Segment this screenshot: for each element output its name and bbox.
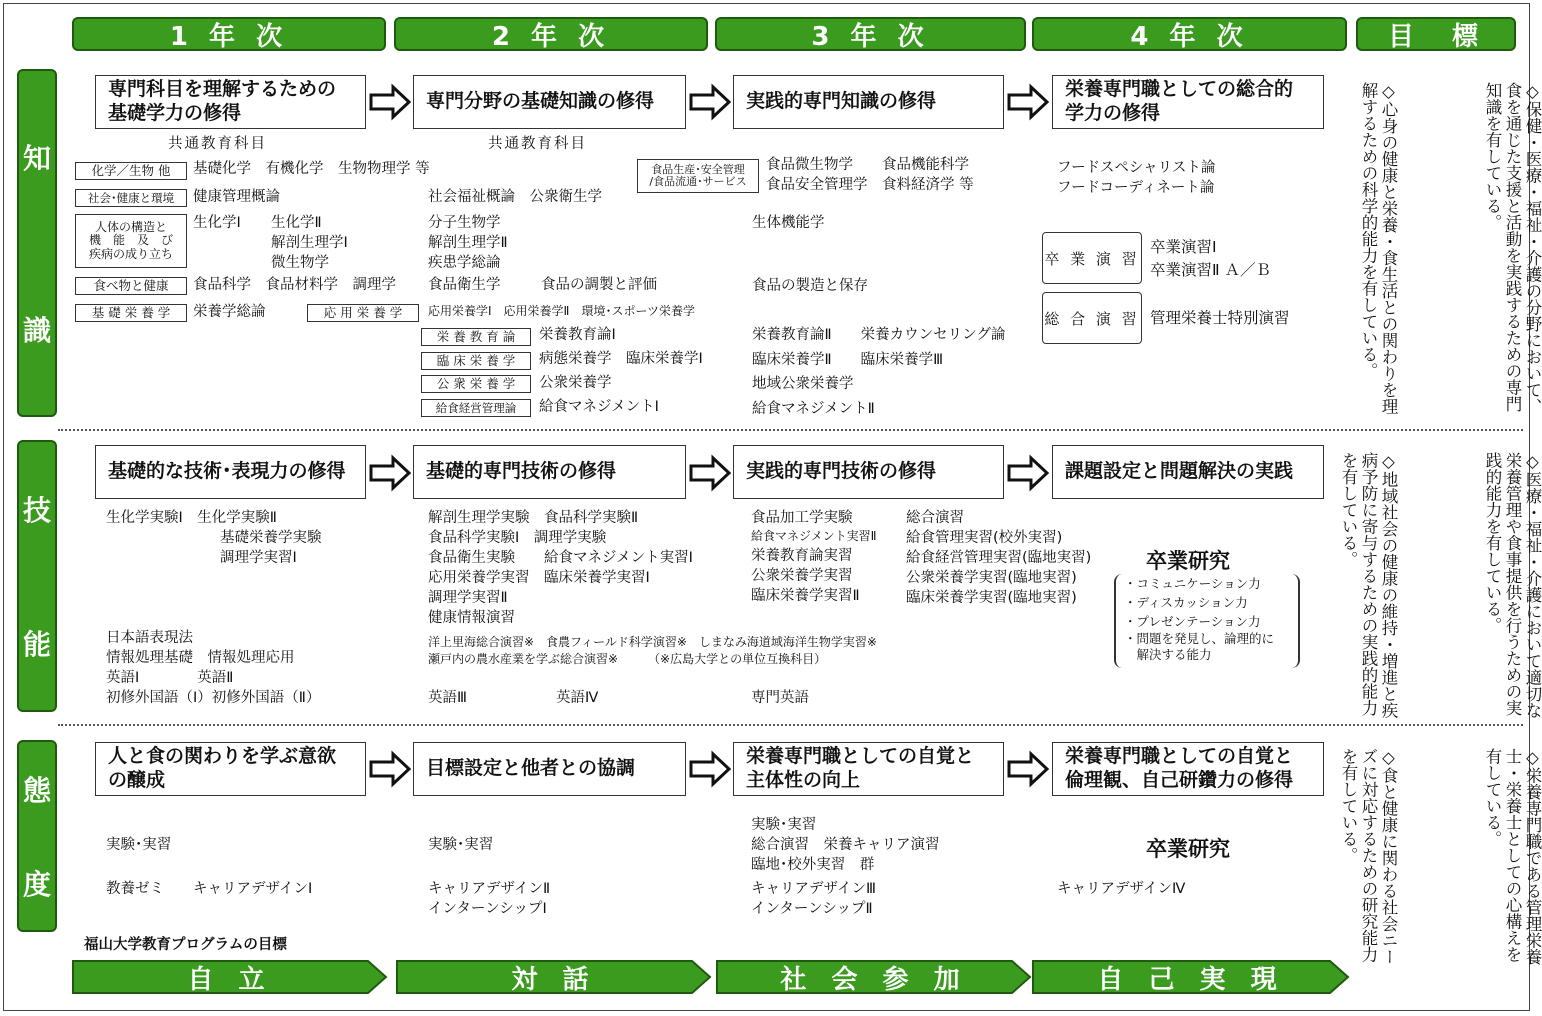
program-goal-4-label: 自 己 実 現 [1097, 964, 1285, 995]
program-goal-2 [396, 960, 712, 994]
year2-header: 2 年 次 [394, 17, 708, 51]
y4-career: キャリアデザインⅣ [1057, 881, 1186, 897]
y3-biofunction: 生体機能学 [752, 215, 825, 231]
y3-skill-f: 総合演習 [906, 510, 964, 526]
y3-skill-i: 公衆栄養学実習(臨地実習) [906, 570, 1077, 586]
y3-field: 臨地･校外実習 群 [751, 857, 875, 873]
y1-health: 健康管理概論 [193, 189, 280, 205]
y1-seminar: 教養ゼミ キャリアデザインⅠ [106, 881, 313, 897]
tag-public-nutrition: 公 衆 栄 養 学 [421, 375, 531, 393]
attitude-stage-3: 栄養専門職としての自覚と主体性の向上 [733, 742, 1004, 796]
program-goal-3 [716, 960, 1032, 994]
tag-society: 社会･健康と環境 [75, 189, 187, 207]
y2-education: 栄養教育論Ⅰ [539, 327, 616, 343]
y2-skill-a: 解剖生理学実験 食品科学実験Ⅱ [428, 510, 639, 526]
arrow-right-icon [1007, 85, 1049, 119]
attitude-graduation-research: 卒業研究 [1146, 837, 1230, 861]
y1-food: 食品科学 食品材料学 調理学 [193, 277, 396, 293]
side-attitude-char2: 度 [22, 868, 51, 901]
y3-career: キャリアデザインⅢ [751, 881, 876, 897]
knowledge-stage-4: 栄養専門職としての総合的学力の修得 [1052, 75, 1324, 129]
y2-skill-b: 食品科学実験Ⅰ 調理学実験 [428, 530, 607, 546]
y2-exchange-a: 洋上里海総合演習※ 食農フィールド科学演習※ しまなみ海道域海洋生物学実習※ [428, 635, 877, 649]
y4-food-specialist: フードスペシャリスト論 [1057, 160, 1216, 176]
y2-english3: 英語Ⅲ [428, 690, 467, 706]
y2-public: 公衆栄養学 [539, 375, 612, 391]
program-goal-4 [1032, 960, 1350, 994]
ability-item: ・ディスカッション力 [1124, 595, 1248, 610]
y2-internship: インターンシップⅠ [428, 901, 547, 917]
tag-chem-bio: 化学／生物 他 [75, 162, 187, 180]
y3-foodservice: 給食マネジメントⅡ [752, 401, 875, 417]
y1-anatomy1: 解剖生理学Ⅰ [271, 235, 348, 251]
y2-anatomy2: 解剖生理学Ⅱ [428, 235, 508, 251]
y2-welfare: 社会福祉概論 公衆衛生学 [428, 189, 602, 205]
y1-biochem2: 生化学Ⅱ [271, 215, 322, 231]
y3-tech-english: 専門英語 [751, 690, 809, 706]
tag-clinical-nutrition: 臨 床 栄 養 学 [421, 352, 531, 370]
side-knowledge-char2: 識 [22, 314, 51, 347]
arrow-right-icon [689, 456, 731, 490]
arrow-right-icon [369, 752, 411, 786]
y2-clinical: 病態栄養学 臨床栄養学Ⅰ [539, 351, 703, 367]
y4-grad-exercise-1: 卒業演習Ⅰ [1150, 238, 1217, 256]
y3-food-micro: 食品微生物学 食品機能科学 [766, 157, 969, 173]
ability-item: ・問題を発見し、論理的に [1124, 631, 1275, 646]
y1-info: 情報処理基礎 情報処理応用 [106, 650, 295, 666]
y3-food-safety: 食品安全管理学 食料経済学 等 [766, 177, 974, 193]
y1-skill-a: 生化学実験Ⅰ 生化学実験Ⅱ [106, 510, 277, 526]
skill-stage-4: 課題設定と問題解決の実践 [1052, 445, 1324, 499]
y1-english: 英語Ⅰ 英語Ⅱ [106, 670, 234, 686]
year3-header: 3 年 次 [715, 17, 1026, 51]
tag-food-production-line1: 食品生産･安全管理 [651, 162, 745, 176]
y2-skill-f: 健康情報演習 [428, 610, 515, 626]
y2-foodservice: 給食マネジメントⅠ [539, 399, 659, 415]
side-attitude-char1: 態 [22, 774, 51, 807]
y3-public: 地域公衆栄養学 [752, 376, 854, 392]
y1-first-foreign: 初修外国語（Ⅰ）初修外国語（Ⅱ） [106, 690, 321, 706]
program-title: 福山大学教育プログラムの目標 [84, 937, 287, 953]
arrow-right-icon [1007, 456, 1049, 490]
y3-skill-b: 給食マネジメント実習Ⅱ [751, 529, 877, 543]
skill-graduation-research: 卒業研究 [1146, 549, 1230, 573]
arrow-right-icon [369, 85, 411, 119]
y3-skill-g: 給食管理実習(校外実習) [906, 530, 1063, 546]
y2-english4: 英語Ⅳ [556, 690, 599, 706]
y3-skill-c: 栄養教育論実習 [751, 548, 853, 564]
attitude-stage-2: 目標設定と他者との協調 [413, 742, 686, 796]
arrow-right-icon [369, 456, 411, 490]
tag-food-health: 食べ物と健康 [75, 277, 187, 295]
tag-body [75, 214, 187, 268]
general-exercise-box: 総 合 演 習 [1042, 292, 1142, 344]
tag-body-line2: 機 能 及 び [88, 233, 173, 248]
graduation-exercise-box: 卒 業 演 習 [1042, 232, 1142, 284]
knowledge-goal-1: ◇保健・医療・福祉・介護の分野において、食を通じた支援と活動を実践するための専門知識を有している。 [1483, 82, 1542, 415]
abilities-list [1114, 574, 1300, 668]
y4-food-coordinate: フードコーディネート論 [1057, 180, 1215, 196]
y4-grad-exercise-2: 卒業演習Ⅱ Ａ／Ｂ [1150, 261, 1272, 279]
divider-knowledge-skill [58, 429, 1523, 431]
y3-skill-j: 臨床栄養学実習(臨地実習) [906, 590, 1077, 606]
side-knowledge-char1: 知 [22, 142, 51, 175]
y2-skill-d: 応用栄養学実習 臨床栄養学実習Ⅰ [428, 570, 650, 586]
side-knowledge [17, 69, 57, 417]
tag-nutrition-education: 栄 養 教 育 論 [421, 328, 531, 346]
knowledge-stage-2: 専門分野の基礎知識の修得 [413, 75, 686, 129]
goal-header: 目 標 [1356, 17, 1516, 51]
ability-item: ・コミュニケーション力 [1124, 576, 1261, 591]
common-subjects-2: 共通教育科目 [488, 136, 587, 152]
side-skill-char1: 技 [22, 494, 51, 527]
ability-item: ・プレゼンテーション力 [1124, 614, 1261, 629]
skill-stage-3: 実践的専門技術の修得 [733, 445, 1004, 499]
y1-biochem1: 生化学Ⅰ [193, 215, 241, 231]
skill-stage-2: 基礎的専門技術の修得 [413, 445, 686, 499]
program-goal-3-label: 社 会 参 加 [780, 964, 968, 995]
y3-skill-h: 給食経営管理実習(臨地実習) [906, 550, 1092, 566]
y3-skill-e: 臨床栄養学実習Ⅱ [751, 588, 860, 604]
program-goal-1-label: 自 立 [187, 964, 273, 995]
arrow-right-icon [689, 85, 731, 119]
tag-food-production-line2: /食品流通･サービス [649, 175, 747, 188]
y3-lab: 実験･実習 [751, 817, 817, 833]
side-attitude [17, 740, 57, 932]
divider-skill-attitude [58, 724, 1523, 726]
y1-skill-c: 調理学実習Ⅰ [220, 550, 297, 566]
y4-special-exercise: 管理栄養士特別演習 [1150, 309, 1290, 327]
side-skill [17, 440, 57, 712]
knowledge-stage-1: 専門科目を理解するための基礎学力の修得 [95, 75, 366, 129]
y2-skill-e: 調理学実習Ⅱ [428, 590, 508, 606]
attitude-goal-2: ◇食と健康に関わる社会ニーズに対応するための研究能力を有している。 [1339, 748, 1398, 965]
attitude-goal-1: ◇栄養専門職である管理栄養士・栄養士としての心構えを有している。 [1483, 748, 1542, 965]
y2-exchange-b: 瀬戸内の農水産業を学ぶ総合演習※ （※広島大学との単位互換科目） [428, 652, 827, 666]
skill-goal-1: ◇医療・福祉・介護において適切な栄養管理や食事提供を行うための実践的能力を有している。 [1483, 452, 1542, 719]
y2-disease: 疾患学総論 [428, 255, 501, 271]
y1-skill-b: 基礎栄養学実験 [220, 530, 322, 546]
arrow-right-icon [1007, 752, 1049, 786]
y3-internship: インターンシップⅡ [751, 901, 873, 917]
knowledge-goal-2: ◇心身の健康と栄養・食生活との関わりを理解するための科学的能力を有している。 [1359, 82, 1398, 415]
tag-foodservice: 給食経営管理論 [421, 399, 531, 417]
y1-microbio: 微生物学 [271, 255, 329, 271]
skill-goal-2: ◇地域社会の健康の維持・増進と疾病予防に寄与するための実践的能力を有している。 [1339, 452, 1398, 719]
y1-japanese: 日本語表現法 [106, 630, 193, 646]
tag-food-production [637, 159, 759, 193]
attitude-stage-1: 人と食の関わりを学ぶ意欲の醸成 [95, 742, 366, 796]
y1-lab: 実験･実習 [106, 837, 172, 853]
y2-lab: 実験･実習 [428, 837, 494, 853]
knowledge-stage-3: 実践的専門知識の修得 [733, 75, 1004, 129]
y2-cooking: 食品の調製と評価 [541, 277, 657, 293]
y2-molbio: 分子生物学 [428, 215, 501, 231]
y3-education: 栄養教育論Ⅱ 栄養カウンセリング論 [752, 327, 1006, 343]
year4-header: 4 年 次 [1032, 17, 1347, 51]
y2-career: キャリアデザインⅡ [428, 881, 551, 897]
tag-body-line1: 人体の構造と [94, 220, 167, 235]
tag-basic-nutrition: 基 礎 栄 養 学 [75, 304, 187, 322]
tag-body-line3: 疾病の成り立ち [88, 246, 173, 261]
y3-manufacture: 食品の製造と保存 [752, 278, 868, 294]
program-goal-2-label: 対 話 [511, 964, 597, 995]
y2-applied-nutrition: 応用栄養学Ⅰ 応用栄養学Ⅱ 環境･スポーツ栄養学 [428, 304, 695, 318]
y3-clinical: 臨床栄養学Ⅱ 臨床栄養学Ⅲ [752, 352, 944, 368]
y3-skill-d: 公衆栄養学実習 [751, 568, 853, 584]
y2-food-sanitation: 食品衛生学 [428, 277, 501, 293]
y3-skill-a: 食品加工学実験 [751, 510, 853, 526]
ability-item: 解決する能力 [1124, 647, 1212, 662]
y3-exercise: 総合演習 栄養キャリア演習 [751, 837, 940, 853]
year1-header: 1 年 次 [72, 17, 386, 51]
side-skill-char2: 能 [22, 628, 51, 661]
common-subjects-1: 共通教育科目 [168, 136, 267, 152]
skill-stage-1: 基礎的な技術･表現力の修得 [95, 445, 366, 499]
program-goal-1 [72, 960, 388, 994]
tag-applied-nutrition: 応 用 栄 養 学 [307, 304, 419, 322]
y1-nutrition: 栄養学総論 [193, 304, 266, 320]
arrow-right-icon [689, 752, 731, 786]
attitude-stage-4: 栄養専門職としての自覚と倫理観、自己研鑽力の修得 [1052, 742, 1324, 796]
y1-chem-subjects: 基礎化学 有機化学 生物物理学 等 [193, 161, 430, 177]
y2-skill-c: 食品衛生実験 給食マネジメント実習Ⅰ [428, 550, 693, 566]
